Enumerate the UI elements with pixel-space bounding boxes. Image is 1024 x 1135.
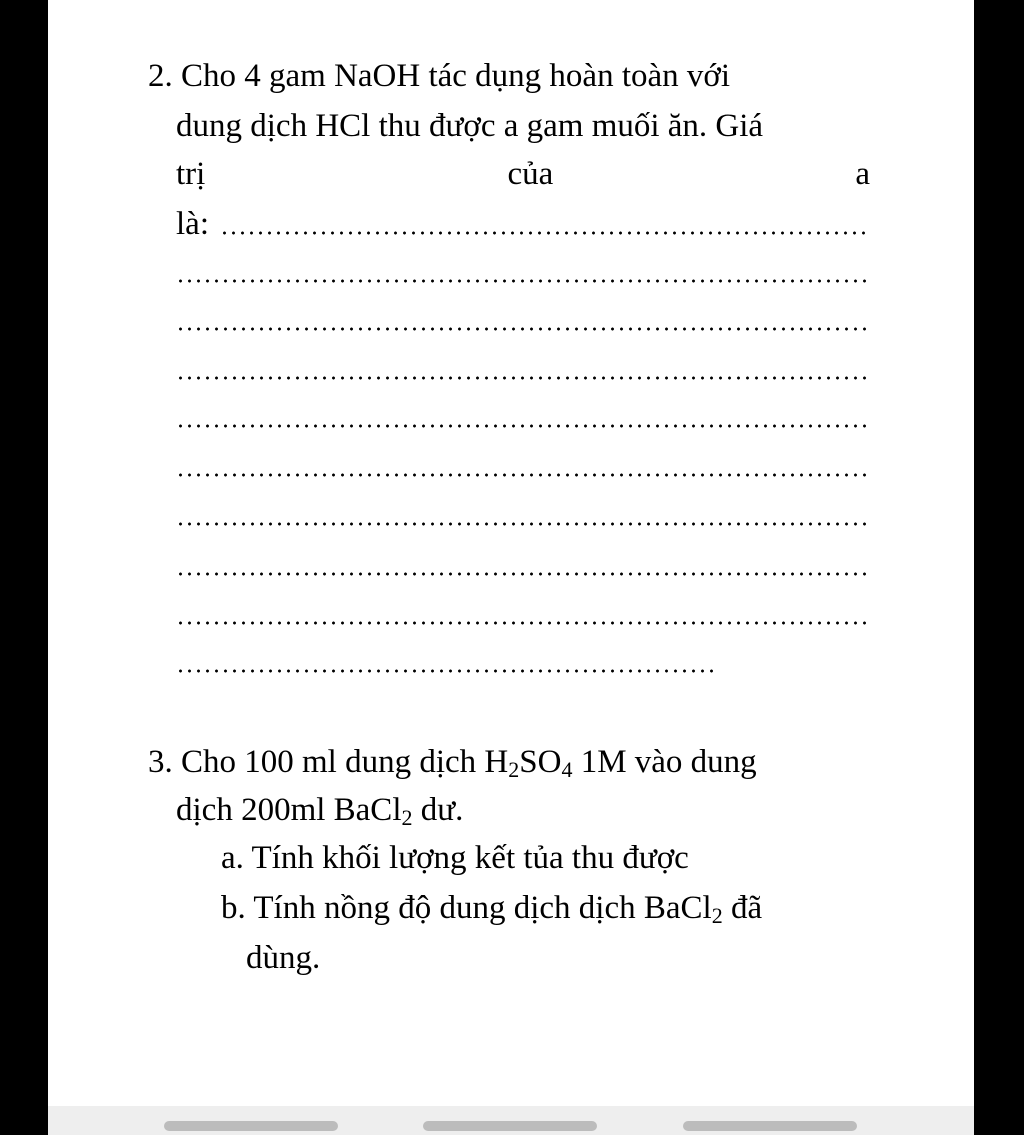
q3-line-2: dịch 200ml BaCl$_2$ dư. bbox=[176, 792, 464, 830]
answer-dotted-line bbox=[176, 424, 868, 428]
answer-dotted-line bbox=[176, 669, 714, 673]
q2-line-2: dung dịch HCl thu được a gam muối ăn. Giá bbox=[176, 108, 764, 144]
q3-part-a: a. Tính khối lượng kết tủa thu được bbox=[221, 840, 689, 876]
q2-word-cua: của bbox=[507, 156, 554, 192]
q2-line-3 bbox=[176, 154, 870, 194]
q2-answer-prefix: là: bbox=[176, 206, 209, 242]
answer-dotted-line bbox=[176, 621, 868, 625]
q2-line-1: 2. Cho 4 gam NaOH tác dụng hoàn toàn với bbox=[148, 58, 731, 94]
answer-dotted-line bbox=[176, 522, 868, 526]
answer-dotted-line bbox=[176, 473, 868, 477]
page-indicator-handle[interactable] bbox=[683, 1121, 857, 1131]
answer-dotted-line bbox=[176, 279, 868, 283]
page-indicator-handle[interactable] bbox=[164, 1121, 338, 1131]
q2-word-tri: trị bbox=[176, 156, 206, 192]
answer-dotted-line bbox=[176, 572, 868, 576]
answer-dotted-line bbox=[176, 327, 868, 331]
q3-part-b-continued: dùng. bbox=[246, 940, 321, 976]
page-indicator-handle[interactable] bbox=[423, 1121, 597, 1131]
q3-line-1: 3. Cho 100 ml dung dịch $H_2SO_4$ 1M vào dung bbox=[148, 744, 757, 782]
q3-part-b: b. Tính nồng độ dung dịch dịch BaCl$_2$ đã bbox=[221, 890, 763, 928]
answer-dotted-line bbox=[220, 231, 868, 235]
answer-dotted-line bbox=[176, 376, 868, 380]
q2-word-a: a bbox=[855, 156, 870, 192]
